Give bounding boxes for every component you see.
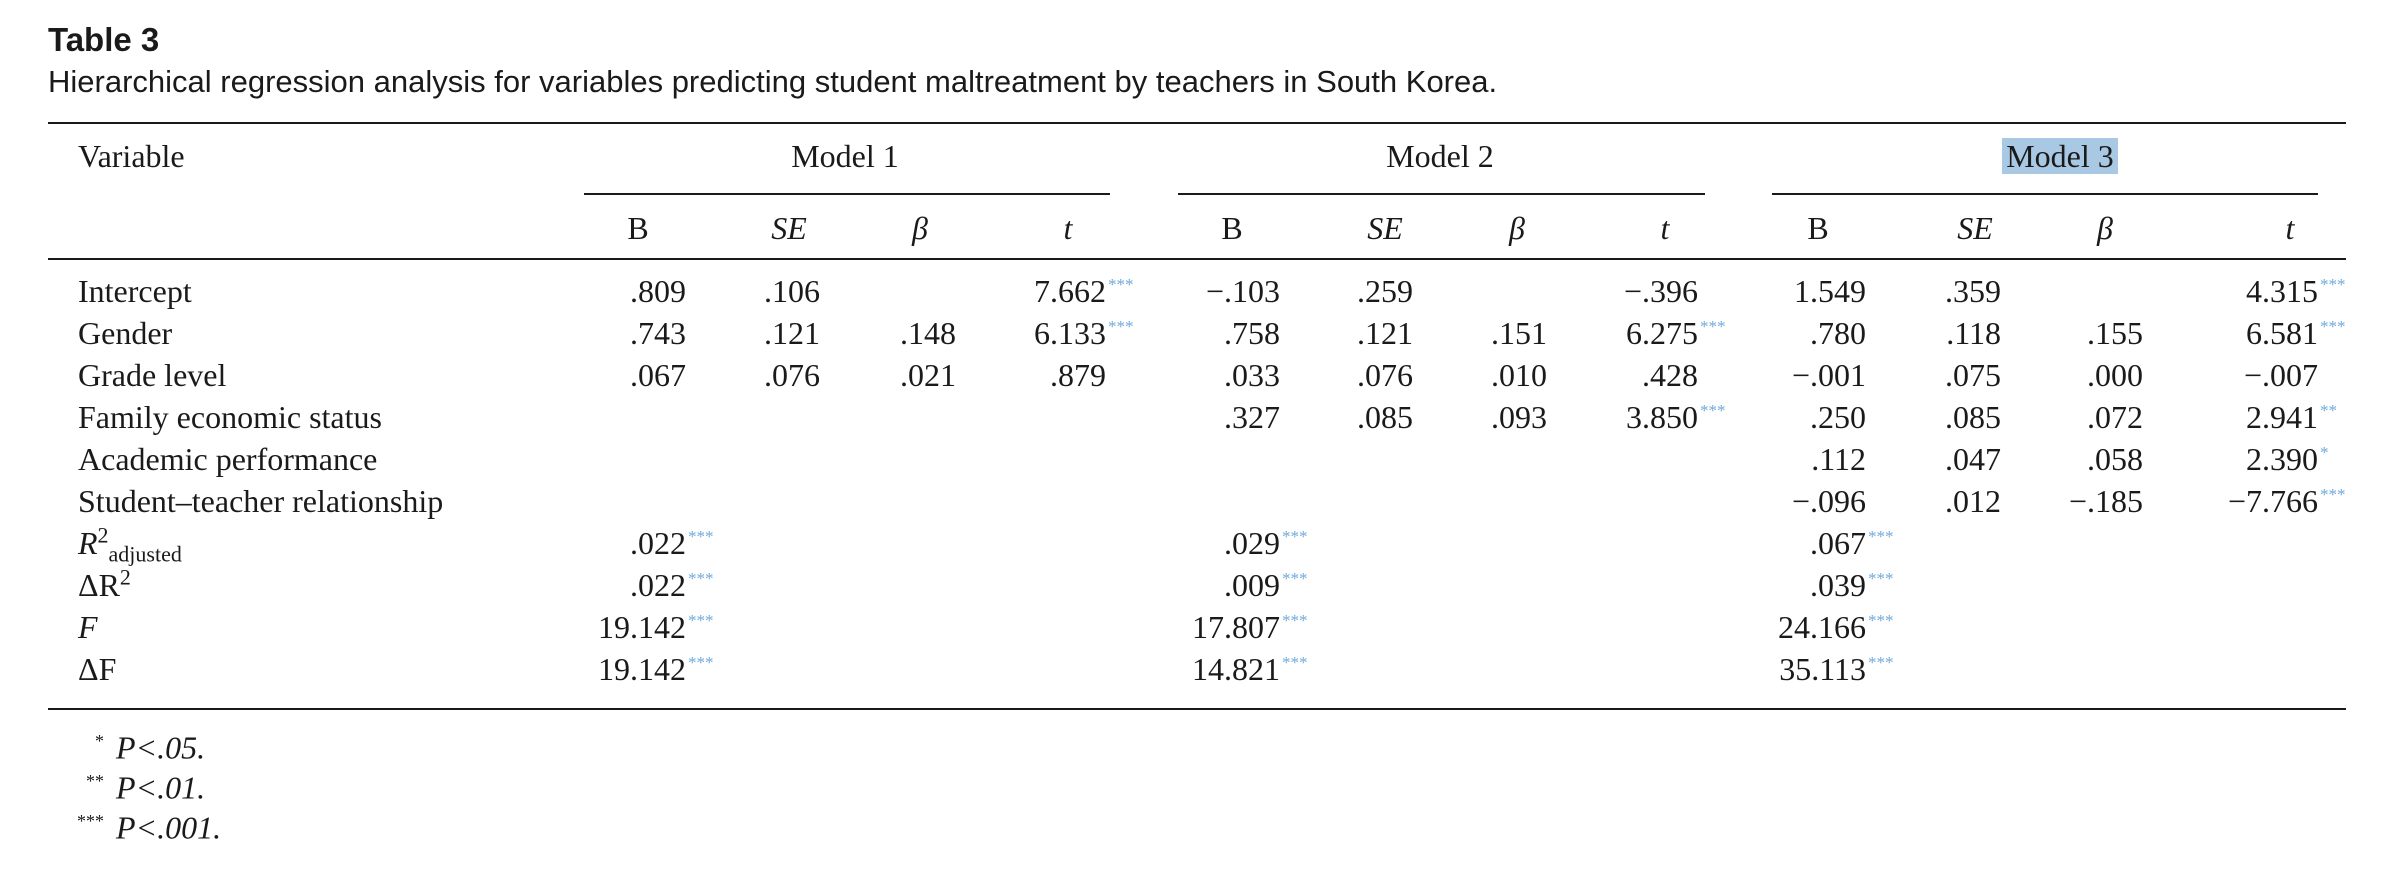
fit-statistic-symbol: F [78,609,98,645]
cell-m1-t-value: 6.133 [1034,315,1106,351]
superscript-power: 2 [119,564,131,590]
row-label: Gender [78,315,173,351]
cell-m1-t [1050,357,1138,393]
cell-m3-se-value: .359 [1945,273,2001,309]
cell-m3-b [1810,315,1898,351]
fit-value-model-2-value: 14.821 [1192,651,1280,687]
cell-m3-se [1945,357,2033,393]
cell-m3-se [1945,483,2033,519]
stat-header-se: SE [1367,210,1403,246]
cell-m2-b-value: −.103 [1205,273,1280,309]
stat-header-se: SE [1957,210,1993,246]
cell-m3-b-value: −.001 [1791,357,1866,393]
row-label: Academic performance [78,441,378,477]
footnote-stars: * [95,731,104,751]
model-header-label: Model 2 [1386,138,1494,174]
fit-value-model-3: .039 *** [1810,567,1894,603]
stat-header-b: B [1221,210,1243,246]
table-caption: Hierarchical regression analysis for variables predicting student maltreatment by teachers in South Korea. [48,64,1498,99]
cell-m3-se [1945,441,2033,477]
cell-m2-b-value: .758 [1224,315,1280,351]
cell-m1-se [764,273,852,309]
cell-m2-se [1357,273,1445,309]
fit-value-model-1-value: 19.142 [598,651,686,687]
cell-m2-se [1357,357,1445,393]
cell-m3-b-value: .250 [1810,399,1866,435]
cell-m3-beta-value: .072 [2087,399,2143,435]
footnote [58,722,205,767]
row-label: Student–teacher relationship [78,483,444,519]
cell-m1-b [630,357,718,393]
cell-m1-b-value: .067 [630,357,686,393]
cell-m1-b-value: .743 [630,315,686,351]
fit-row-label [78,609,98,645]
cell-m3-beta-value: .155 [2087,315,2143,351]
stat-header-se: SE [771,210,807,246]
cell-m3-b-value: 1.549 [1794,273,1866,309]
cell-m3-t-value: −.007 [2243,357,2318,393]
cell-m2-b [1206,273,1312,309]
cell-m3-beta [2087,357,2175,393]
cell-m3-b [1792,483,1898,519]
cell-m2-t: 3.850 *** [1626,399,1726,435]
stat-header-beta: β [912,210,928,246]
cell-m3-beta [2087,441,2175,477]
footnote [58,802,221,847]
cell-m3-b-value: .112 [1811,441,1866,477]
cell-m2-b-value: .327 [1224,399,1280,435]
stat-header-beta: β [1509,210,1525,246]
cell-m2-se-value: .121 [1357,315,1413,351]
fit-value-model-3: 24.166 *** [1778,609,1894,645]
fit-value-model-1: .022 *** [630,567,714,603]
stat-header-beta: β [2097,210,2113,246]
fit-value-model-2-value: .029 [1224,525,1280,561]
footnote-text: P<.01. [116,769,206,806]
subscript-label: adjusted [108,541,182,567]
row-label: Intercept [78,273,192,309]
fit-value-model-2: 14.821 *** [1192,651,1308,687]
model-group-rule [584,193,1110,195]
cell-m2-b [1224,399,1312,435]
fit-statistic-symbol: ΔR [78,567,120,603]
cell-m1-t: 7.662 *** [1034,273,1134,309]
cell-m2-se-value: .085 [1357,399,1413,435]
cell-m2-beta-value: .093 [1491,399,1547,435]
cell-m2-t-value: 3.850 [1626,399,1698,435]
table-title: Table 3 [48,21,160,58]
table-top-rule [48,122,2346,124]
cell-m1-beta-value: .021 [900,357,956,393]
cell-m1-se-value: .076 [764,357,820,393]
cell-m3-se-value: .075 [1945,357,2001,393]
cell-m3-t-value: −7.766 [2227,483,2318,519]
cell-m2-beta [1491,315,1579,351]
cell-m3-se [1946,315,2033,351]
table-header-rule [48,258,2346,260]
fit-value-model-1-value: .022 [630,567,686,603]
fit-value-model-3-value: .039 [1810,567,1866,603]
model-group-rule [1178,193,1705,195]
cell-m3-se-value: .085 [1945,399,2001,435]
fit-row-label [78,651,116,687]
cell-m3-t-value: 6.581 [2246,315,2318,351]
cell-m3-b [1794,273,1898,309]
cell-m3-t: 6.581 *** [2246,315,2346,351]
fit-row-label [78,564,131,603]
cell-m3-t-value: 2.390 [2246,441,2318,477]
cell-m3-b [1792,357,1898,393]
cell-m3-beta-value: .058 [2087,441,2143,477]
fit-value-model-2: .029 *** [1224,525,1308,561]
cell-m3-se [1945,399,2033,435]
footnote-text: P<.001. [116,809,222,846]
stat-header-t: t [1063,210,1073,246]
cell-m3-b [1810,399,1898,435]
footnote-stars: ** [86,771,104,791]
fit-value-model-3-value: .067 [1810,525,1866,561]
cell-m2-b [1224,357,1312,393]
stat-header-t: t [2285,210,2295,246]
cell-m1-b-value: .809 [630,273,686,309]
model-group-rule [1772,193,2318,195]
fit-value-model-1: 19.142 *** [598,609,714,645]
cell-m3-b-value: −.096 [1791,483,1866,519]
fit-value-model-1-value: 19.142 [598,609,686,645]
cell-m3-t-value: 2.941 [2246,399,2318,435]
cell-m2-beta [1491,357,1579,393]
cell-m2-beta [1491,399,1579,435]
cell-m3-b [1811,441,1898,477]
cell-m3-se-value: .012 [1945,483,2001,519]
cell-m2-beta-value: .151 [1491,315,1547,351]
cell-m1-se [764,357,852,393]
table-container [48,18,2346,102]
cell-m3-se-value: .047 [1945,441,2001,477]
fit-value-model-3-value: 35.113 [1779,651,1866,687]
fit-statistic-symbol: R [78,525,98,561]
cell-m3-se-value: .118 [1946,315,2001,351]
cell-m1-beta [900,357,988,393]
stat-header-t: t [1660,210,1670,246]
fit-value-model-2-value: 17.807 [1192,609,1280,645]
fit-value-model-1-value: .022 [630,525,686,561]
fit-value-model-1: .022 *** [630,525,714,561]
model-header-label: Model 3 [2002,138,2118,174]
footnote-text: P<.05. [116,729,206,766]
cell-m2-se-value: .076 [1357,357,1413,393]
cell-m2-se-value: .259 [1357,273,1413,309]
cell-m3-beta [2069,483,2175,519]
fit-value-model-2-value: .009 [1224,567,1280,603]
fit-value-model-3-value: 24.166 [1778,609,1866,645]
cell-m2-beta-value: .010 [1491,357,1547,393]
cell-m3-t: 2.941 ** [2246,399,2337,435]
cell-m3-beta [2087,315,2175,351]
cell-m3-t: −7.766 *** [2227,483,2346,519]
cell-m1-se-value: .121 [764,315,820,351]
cell-m1-b [630,315,718,351]
cell-m2-b-value: .033 [1224,357,1280,393]
cell-m2-t [1624,273,1730,309]
cell-m3-t-value: 4.315 [2246,273,2318,309]
cell-m1-se-value: .106 [764,273,820,309]
footnote-stars: *** [77,811,104,831]
cell-m1-t-value: .879 [1050,357,1106,393]
fit-value-model-3: 35.113 *** [1779,651,1894,687]
cell-m1-se [764,315,852,351]
table-bottom-rule [48,708,2346,710]
variable-header: Variable [78,138,185,174]
cell-m3-se [1945,273,2033,309]
row-label: Grade level [78,357,227,393]
cell-m3-beta [2087,399,2175,435]
cell-m2-b [1224,315,1312,351]
cell-m3-t [2244,357,2350,393]
cell-m3-t: 2.390 * [2246,441,2329,477]
fit-value-model-1: 19.142 *** [598,651,714,687]
superscript-power: 2 [97,522,109,548]
cell-m1-t: 6.133 *** [1034,315,1134,351]
cell-m2-se [1357,315,1445,351]
cell-m3-t: 4.315 *** [2246,273,2346,309]
cell-m3-b-value: .780 [1810,315,1866,351]
model-header-2 [1320,138,1560,174]
fit-value-model-3: .067 *** [1810,525,1894,561]
model-header-1 [725,138,965,174]
cell-m1-beta [900,315,988,351]
cell-m2-t-value: 6.275 [1626,315,1698,351]
fit-value-model-2: .009 *** [1224,567,1308,603]
cell-m2-t-value: .428 [1642,357,1698,393]
cell-m2-t-value: −.396 [1623,273,1698,309]
stat-header-b: B [1807,210,1829,246]
cell-m2-se [1357,399,1445,435]
model-header-label: Model 1 [791,138,899,174]
cell-m1-b [630,273,718,309]
footnote [58,762,205,807]
fit-statistic-symbol: ΔF [78,651,117,687]
cell-m3-beta-value: .000 [2087,357,2143,393]
fit-value-model-2: 17.807 *** [1192,609,1308,645]
stat-header-b: B [627,210,649,246]
row-label: Family economic status [78,399,382,435]
cell-m2-t: 6.275 *** [1626,315,1726,351]
model-header-3 [1940,138,2180,174]
cell-m1-t-value: 7.662 [1034,273,1106,309]
cell-m1-beta-value: .148 [900,315,956,351]
cell-m3-beta-value: −.185 [2068,483,2143,519]
cell-m2-t [1642,357,1730,393]
